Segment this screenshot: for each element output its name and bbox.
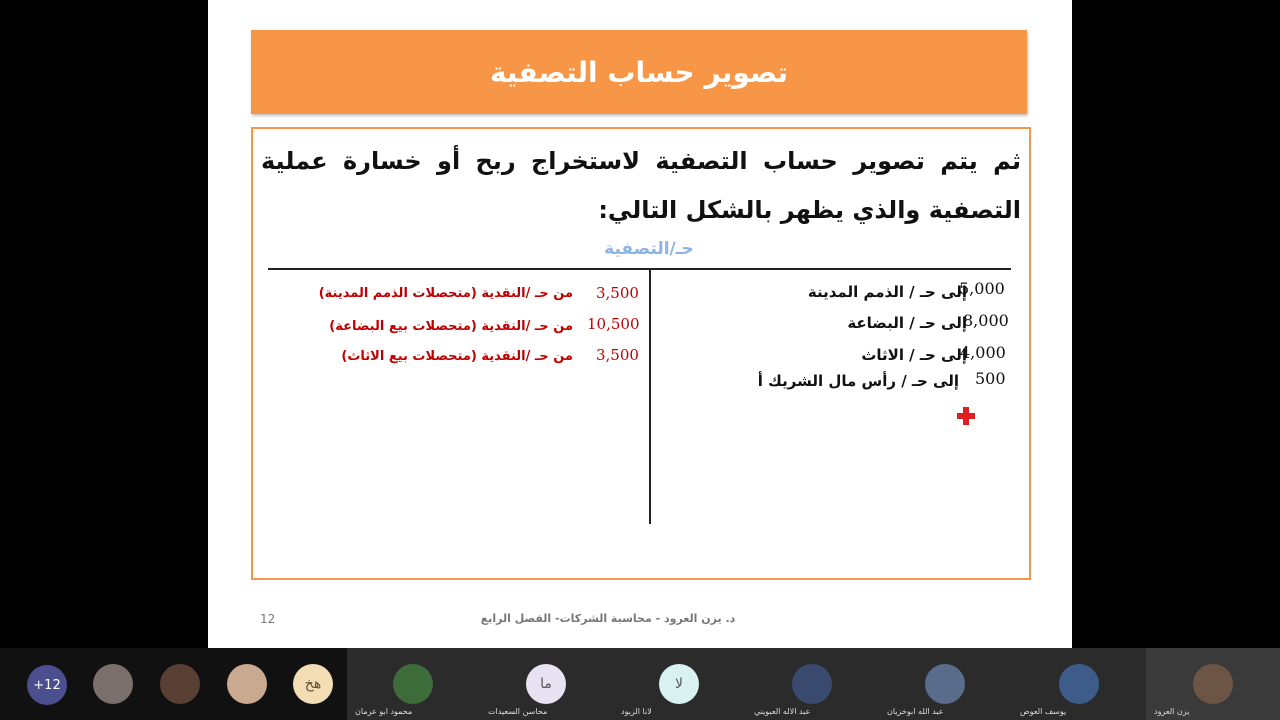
participant-tile[interactable] [347,648,480,720]
participant-initials-avatar: ما [526,664,566,704]
participant-tile[interactable] [480,648,613,720]
participant-name: محمود ابو عرمان [355,707,413,716]
participant-avatar [1193,664,1233,704]
participant-tile[interactable] [613,648,746,720]
debit-entry-amount: 5,000 [959,279,1005,298]
participant-avatar [1059,664,1099,704]
debit-entry-text: إلى حـ / الاثاث [861,346,967,364]
credit-entry-amount: 3,500 [596,346,639,364]
page-number: 12 [260,612,276,626]
participant-avatar [792,664,832,704]
participant-initials-avatar: لا [659,664,699,704]
participant-avatar [393,664,433,704]
participant-tile[interactable] [1012,648,1146,720]
participant-name: عبد الله ابوخزيان [887,707,944,716]
slide-footer: د. يزن العرود - محاسبة الشركات- الفصل الرابع [480,612,736,625]
participant-tile[interactable] [746,648,879,720]
participant-tile-active[interactable] [1146,648,1280,720]
credit-entry-text: من حـ /النقدية (متحصلات بيع البضاعة) [329,319,573,334]
t-account-vertical-line [649,270,651,524]
participant-name: يزن العرود [1154,707,1190,716]
debit-entry-amount: 8,000 [963,311,1009,330]
t-account-horizontal-line [268,268,1011,270]
debit-entry-text: إلى حـ / البضاعة [847,314,967,332]
participant-name: محاسن السعيدات [488,707,548,716]
debit-entry-text: إلى حـ / رأس مال الشريك أ [757,372,959,390]
content-box [251,127,1031,580]
credit-entry-text: من حـ /النقدية (متحصلات الذمم المدينة) [318,286,573,301]
participant-avatar[interactable] [227,664,267,704]
participant-initials-avatar[interactable]: هخ [293,664,333,704]
slide-paragraph: ثم يتم تصوير حساب التصفية لاستخراج ربح أو خسارة عملية التصفية والذي يظهر بالشكل التالي: [261,147,1021,224]
participant-avatar [925,664,965,704]
participant-name: يوسف العوض [1020,707,1067,716]
debit-entry-amount: 500 [975,369,1006,388]
more-participants-button[interactable]: +12 [27,665,67,705]
participant-avatar[interactable] [160,664,200,704]
credit-entry-amount: 10,500 [587,315,640,333]
presentation-slide [208,0,1072,648]
slide-title-bar [251,30,1027,114]
debit-entry-text: إلى حـ / الذمم المدينة [807,283,967,301]
participants-bar [0,648,1280,720]
participant-name: عبد الاله العبويني [754,707,811,716]
plus-cursor-icon [957,407,975,425]
participant-name: لانا الزيود [621,707,652,716]
debit-entry-amount: 4,000 [960,343,1006,362]
slide-title: تصوير حساب التصفية [489,55,789,89]
participant-tile[interactable] [879,648,1012,720]
account-title: حـ/التصفية [604,239,694,259]
participant-avatar[interactable] [93,664,133,704]
credit-entry-amount: 3,500 [596,284,639,302]
credit-entry-text: من حـ /النقدية (متحصلات بيع الاثاث) [341,349,573,364]
